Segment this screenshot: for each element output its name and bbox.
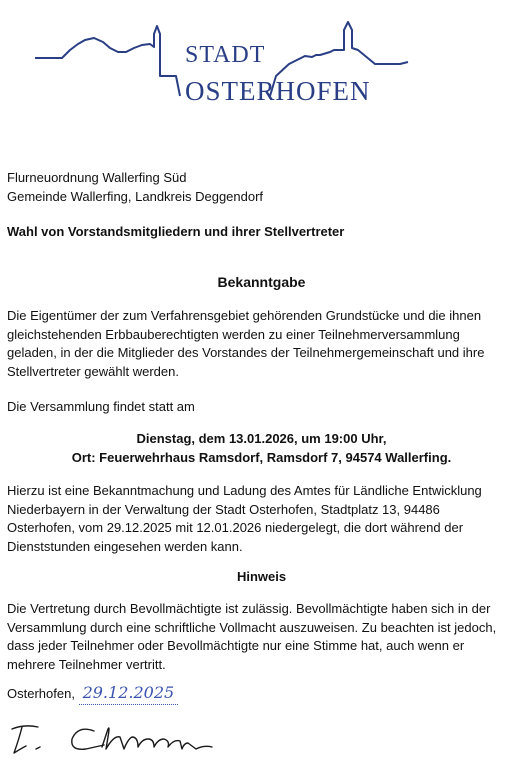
logo-text-osterhofen: OSTERHOFEN [185,76,371,106]
handwritten-signature [8,715,248,760]
intro-line: Die Eigentümer der zum Verfahrensgebiet gehörenden Grundstücke und die ihnen [7,308,482,323]
skyline-left [35,26,180,96]
logo-text-stadt: STADT [185,42,266,68]
subject-line: Wahl von Vorstandsmitgliedern und ihrer Stellvertreter [7,224,345,239]
intro-line: Stellvertreter gewählt werden. [7,363,179,379]
place-label: Osterhofen, [7,686,75,701]
address-line-2: Gemeinde Wallerfing, Landkreis Deggendorf [7,189,264,204]
intro-paragraph [7,307,519,381]
notice-line: Niederbayern in der Verwaltung der Stadt Osterhofen, Stadtplatz 13, 94486 [7,501,440,517]
hint-line: dass jeder Teilnehmer oder Bevollmächtigte nur eine Stimme hat, auch wenn er [7,638,465,653]
hint-line: mehrere Teilnehmer vertritt. [7,656,166,672]
place-date-line [7,684,519,705]
date-field [79,684,179,705]
intro-line: gleichstehenden Erbbauberechtigten werden zu einer Teilnehmerversammlung [7,326,460,342]
handwritten-date: 29.12.2025 [82,683,175,702]
hint-heading: Hinweis [236,569,287,584]
notice-paragraph [7,482,519,556]
hint-line: Die Vertretung durch Bevollmächtigte ist zulässig. Bevollmächtigte haben sich in der [7,601,491,616]
meeting-intro: Die Versammlung findet statt am [7,399,195,414]
notice-line: Dienststunden eingesehen werden kann. [7,538,243,554]
notice-line: Osterhofen, vom 29.12.2025 mit 12.01.2026 niedergelegt, die dort während der [7,520,464,535]
hint-paragraph [7,600,519,674]
address-line-1: Flurneuordnung Wallerfing Süd [7,170,187,185]
document-heading: Bekanntgabe [217,274,306,290]
intro-line: geladen, in der die Mitglieder des Vorstandes der Teilnehmergemeinschaft und ihre [7,345,485,360]
notice-line: Hierzu ist eine Bekanntmachung und Ladung des Amtes für Ländliche Entwicklung [7,483,482,498]
meeting-datetime: Dienstag, dem 13.01.2026, um 19:00 Uhr, [136,431,387,446]
hint-line: Versammlung durch eine schriftliche Vollmacht auszuweisen. Zu beachten ist jedoch, [7,619,497,635]
meeting-place: Ort: Feuerwehrhaus Ramsdorf, Ramsdorf 7, 94574 Wallerfing. [71,450,452,465]
